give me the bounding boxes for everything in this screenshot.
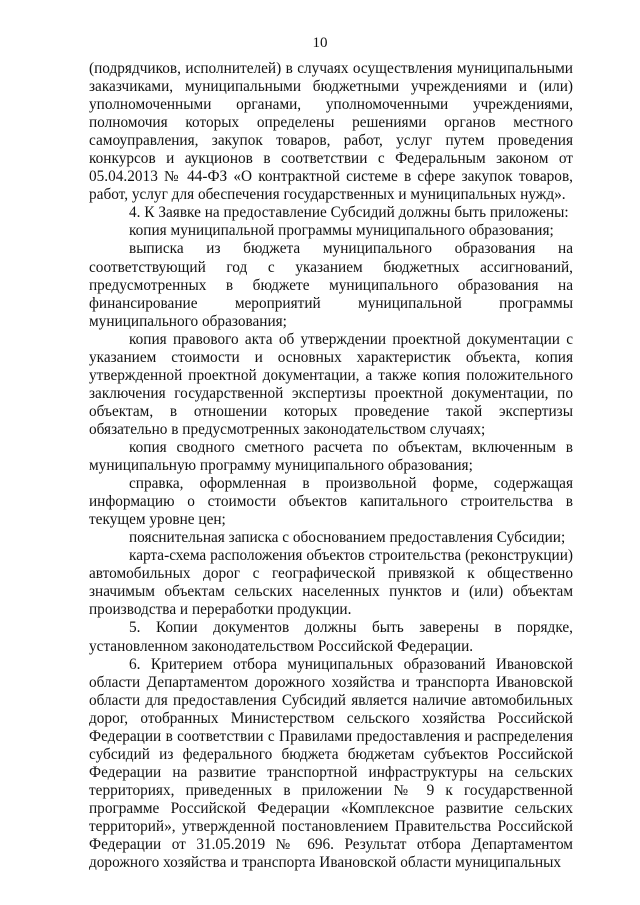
list-item: карта-схема расположения объектов строительства (реконструкции) автомобильных дорог с географической привязкой к общественно значимым объектам сельских населенных пунктов и (или) объектам производства и переработки продукции. — [89, 547, 573, 619]
list-item: выписка из бюджета муниципального образования на соответствующий год с указанием бюджетных ассигнований, предусмотренных в бюджете муниципального образования на финансирование мероприятий муниципальной программы муниципального образования; — [89, 240, 573, 330]
list-item: копия муниципальной программы муниципального образования; — [129, 222, 554, 240]
document-body — [89, 60, 573, 872]
paragraph-item-5: 5. Копии документов должны быть заверены в порядке, установленном законодательством Российской Федерации. — [89, 619, 573, 655]
list-item: справка, оформленная в произвольной форме, содержащая информацию о стоимости объектов капитального строительства в текущем уровне цен; — [89, 475, 573, 529]
paragraph-item-6: 6. Критерием отбора муниципальных образований Ивановской области Департаментом дорожного хозяйства и транспорта Ивановской области для предоставления Субсидий является наличие автомобильных дорог, отобранных Министерством сельского хозяйства Российской Федерации в соответствии с Правилами предоставления и распределения субсидий из федерального бюджета бюджетам субъектов Российской Федерации на развитие транспортной инфраструктуры на сельских территориях, приведенных в приложении № 9 к государственной программе Российской Федерации «Комплексное развитие сельских территорий», утвержденной постановлением Правительства Российской Федерации от 31.05.2019 № 696. Результат отбора Департаментом дорожного хозяйства и транспорта Ивановской области муниципальных — [89, 655, 573, 872]
list-item: пояснительная записка с обоснованием предоставления Субсидии; — [129, 529, 566, 547]
paragraph-continuation: (подрядчиков, исполнителей) в случаях осуществления муниципальными заказчиками, муниципальными бюджетными учреждениями и (или) уполномоченными органами, уполномоченными учреждениями, полномочия которых определены решениями органов местного самоуправления, закупок товаров, работ, услуг путем проведения конкурсов и аукционов в соответствии с Федеральным законом от 05.04.2013 № 44-ФЗ «О контрактной системе в сфере закупок товаров, работ, услуг для обеспечения государственных и муниципальных нужд». — [89, 60, 573, 204]
paragraph-item-4: 4. К Заявке на предоставление Субсидий должны быть приложены: — [129, 204, 569, 222]
list-item: копия сводного сметного расчета по объектам, включенным в муниципальную программу муниципального образования; — [89, 438, 573, 475]
page-number: 10 — [312, 35, 328, 51]
list-item: копия правового акта об утверждении проектной документации с указанием стоимости и основных характеристик объекта, копия утвержденной проектной документации, а также копия положительного заключения государственной экспертизы проектной документации, по объектам, в отношении которых проведение такой экспертизы обязательно в предусмотренных законодательством случаях; — [89, 330, 573, 438]
